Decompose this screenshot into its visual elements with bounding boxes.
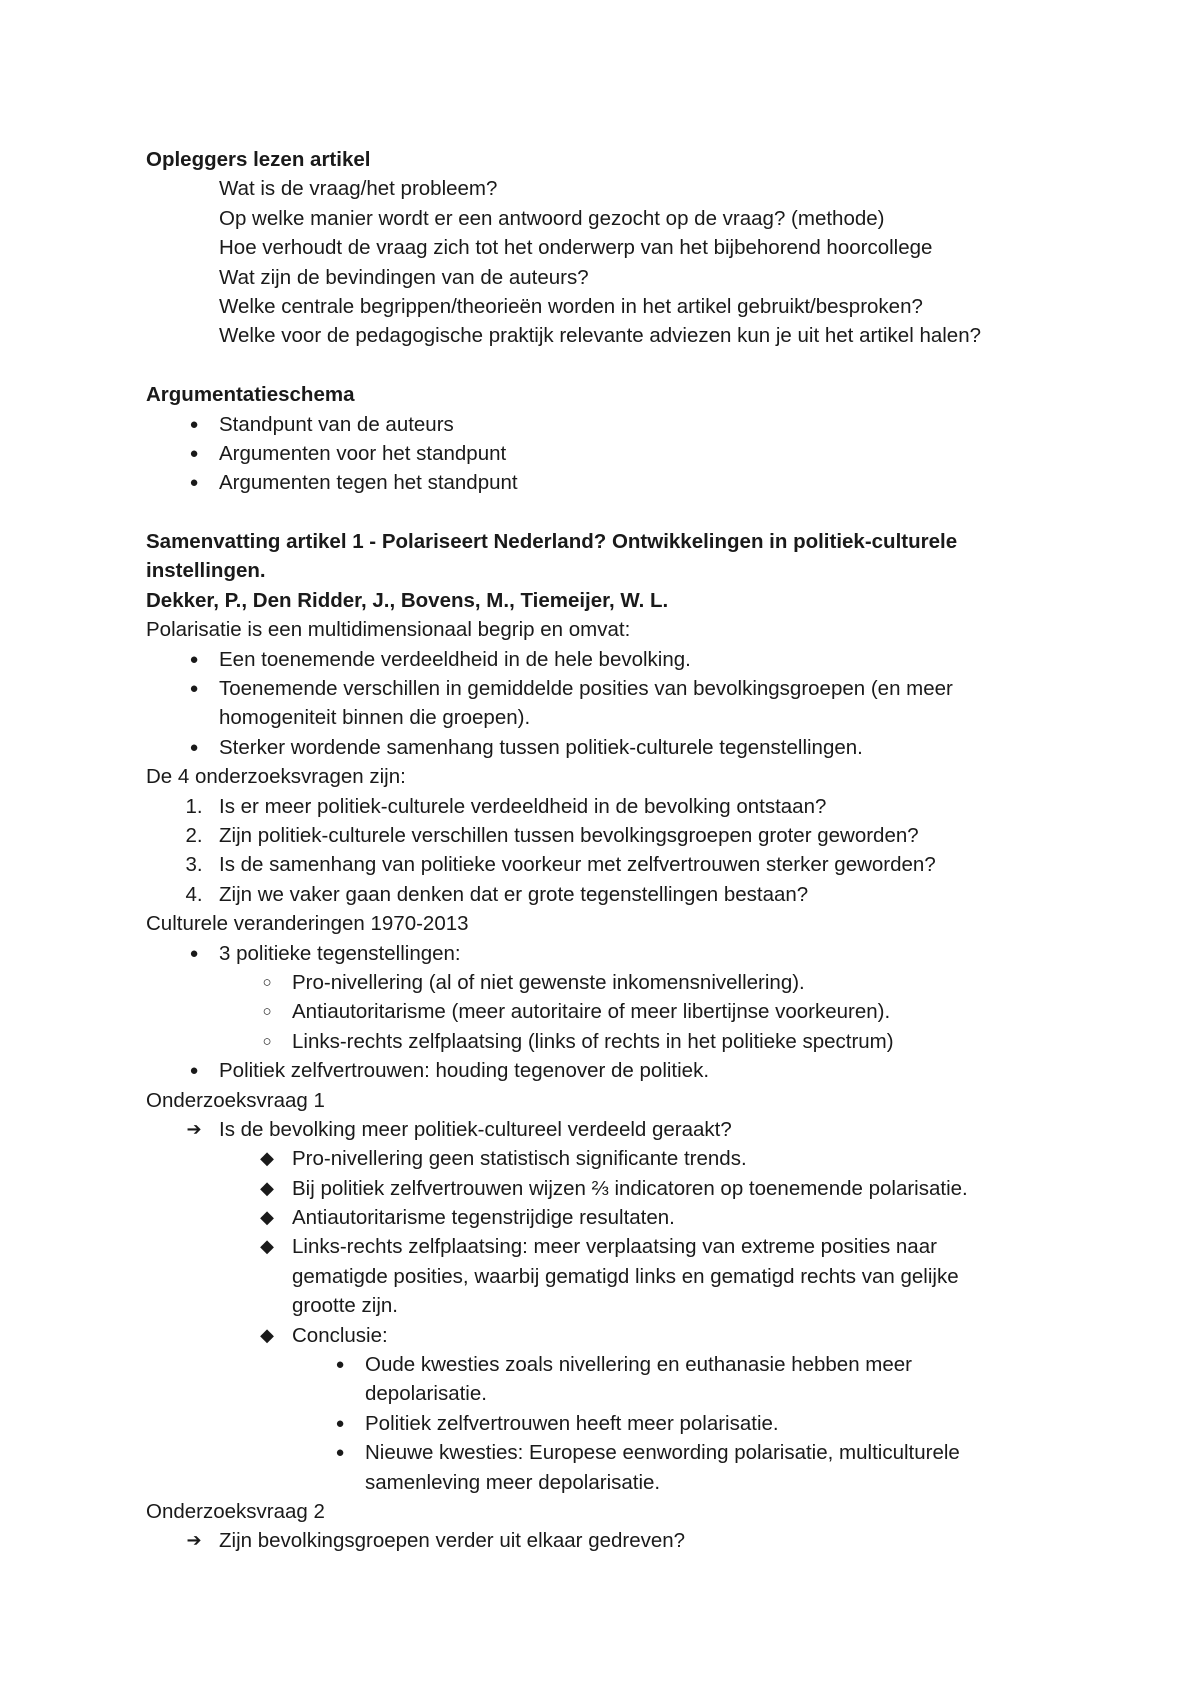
sub-list-item-text: Pro-nivellering (al of niet gewenste inkomensnivellering). <box>292 970 805 994</box>
diamond-item-continuation: gematigde posities, waarbij gematigd links en gematigd rechts van gelijke <box>292 1264 959 1288</box>
list-item <box>146 1056 1086 1085</box>
bullet-icon: ● <box>189 474 199 492</box>
list-item <box>146 733 1086 762</box>
list-item <box>146 468 1086 497</box>
bullet-icon: ● <box>189 650 199 668</box>
sub-list-item <box>146 1027 1086 1056</box>
spacer <box>146 498 1086 527</box>
item-number: 4. <box>185 882 203 906</box>
diamond-item-text: Antiautoritarisme tegenstrijdige resultaten. <box>292 1206 675 1230</box>
questions-intro: De 4 onderzoeksvragen zijn: <box>146 765 406 789</box>
diamond-item <box>146 1321 1086 1350</box>
diamond-icon: ◆ <box>260 1236 274 1257</box>
list-item <box>146 645 1086 674</box>
list-item-text: Politiek zelfvertrouwen: houding tegenover de politiek. <box>219 1059 710 1083</box>
list-item-text: Sterker wordende samenhang tussen politiek-culturele tegenstellingen. <box>219 735 863 759</box>
summary-title-line2: instellingen. <box>146 559 266 583</box>
diamond-item-text: Conclusie: <box>292 1323 388 1347</box>
bullet-icon: ● <box>189 444 199 462</box>
list-item-text: Standpunt van de auteurs <box>219 412 454 436</box>
list-item <box>146 939 1086 968</box>
diamond-icon: ◆ <box>260 1324 274 1345</box>
list-item-continuation: homogeniteit binnen die groepen). <box>219 706 531 730</box>
diamond-item-text: Links-rechts zelfplaatsing: meer verplaatsing van extreme posities naar <box>292 1235 937 1259</box>
numbered-item <box>146 880 1086 909</box>
section-title-opleggers: Opleggers lezen artikel <box>146 148 371 171</box>
sub-list-item-text: Antiautoritarisme (meer autoritaire of meer libertijnse voorkeuren). <box>292 1000 891 1024</box>
spacer <box>146 351 1086 380</box>
conclusion-item-continuation: depolarisatie. <box>365 1382 487 1406</box>
summary-title-line1: Samenvatting artikel 1 - Polariseert Nederland? Ontwikkelingen in politiek-culturele <box>146 530 958 554</box>
conclusion-item <box>146 1350 1086 1379</box>
summary-intro: Polarisatie is een multidimensionaal begrip en omvat: <box>146 618 631 642</box>
conclusion-item-text: Politiek zelfvertrouwen heeft meer polarisatie. <box>365 1411 779 1435</box>
circle-bullet-icon: ○ <box>262 1032 272 1050</box>
diamond-item-continuation: grootte zijn. <box>292 1294 398 1318</box>
numbered-item <box>146 792 1086 821</box>
summary-authors: Dekker, P., Den Ridder, J., Bovens, M., Tiemeijer, W. L. <box>146 588 669 612</box>
diamond-item <box>146 1144 1086 1173</box>
diamond-item-text: Pro-nivellering geen statistisch significante trends. <box>292 1147 747 1171</box>
conclusion-item <box>146 1438 1086 1467</box>
arrow-item-text: Is de bevolking meer politiek-cultureel verdeeld geraakt? <box>219 1117 732 1141</box>
item-number: 2. <box>185 823 203 847</box>
list-item-text: Argumenten voor het standpunt <box>219 441 507 465</box>
arrow-right-icon: ➔ <box>186 1118 202 1139</box>
diamond-item <box>146 1203 1086 1232</box>
circle-bullet-icon: ○ <box>262 973 272 991</box>
numbered-item <box>146 821 1086 850</box>
bullet-icon: ● <box>335 1444 345 1462</box>
oplegger-item: Welke voor de pedagogische praktijk relevante adviezen kun je uit het artikel halen? <box>219 324 982 348</box>
bullet-icon: ● <box>189 738 199 756</box>
list-item-text: Argumenten tegen het standpunt <box>219 471 518 495</box>
diamond-icon: ◆ <box>260 1148 274 1169</box>
bullet-icon: ● <box>189 680 199 698</box>
list-item-text: 3 politieke tegenstellingen: <box>219 941 461 965</box>
sub-list-item-text: Links-rechts zelfplaatsing (links of rechts in het politieke spectrum) <box>292 1029 894 1053</box>
numbered-item <box>146 850 1086 879</box>
list-item <box>146 410 1086 439</box>
bullet-icon: ● <box>189 944 199 962</box>
sub-list-item <box>146 968 1086 997</box>
list-item <box>146 439 1086 468</box>
list-item-text: Toenemende verschillen in gemiddelde posities van bevolkingsgroepen (en meer <box>219 677 953 701</box>
list-item <box>146 674 1086 703</box>
diamond-item <box>146 1174 1086 1203</box>
oplegger-item: Hoe verhoudt de vraag zich tot het onderwerp van het bijbehorend hoorcollege <box>219 236 933 260</box>
research-question-1-title: Onderzoeksvraag 1 <box>146 1088 325 1112</box>
arrow-item <box>146 1115 1086 1144</box>
bullet-icon: ● <box>189 1062 199 1080</box>
list-item-text: Een toenemende verdeeldheid in de hele bevolking. <box>219 647 691 671</box>
diamond-icon: ◆ <box>260 1207 274 1228</box>
sub-list-item <box>146 997 1086 1026</box>
diamond-icon: ◆ <box>260 1177 274 1198</box>
numbered-item-text: Is de samenhang van politieke voorkeur met zelfvertrouwen sterker geworden? <box>219 853 936 877</box>
item-number: 1. <box>185 794 203 818</box>
research-question-2-title: Onderzoeksvraag 2 <box>146 1499 325 1523</box>
item-number: 3. <box>185 853 203 877</box>
oplegger-item: Wat is de vraag/het probleem? <box>219 177 498 201</box>
diamond-item <box>146 1232 1086 1261</box>
bullet-icon: ● <box>335 1356 345 1374</box>
conclusion-item <box>146 1409 1086 1438</box>
arrow-right-icon: ➔ <box>186 1530 202 1551</box>
diamond-item-text: Bij politiek zelfvertrouwen wijzen ⅔ indicatoren op toenemende polarisatie. <box>292 1176 968 1200</box>
oplegger-item: Welke centrale begrippen/theorieën worden in het artikel gebruikt/besproken? <box>219 294 923 318</box>
numbered-item-text: Zijn we vaker gaan denken dat er grote tegenstellingen bestaan? <box>219 882 809 906</box>
numbered-item-text: Is er meer politiek-culturele verdeeldheid in de bevolking ontstaan? <box>219 794 827 818</box>
circle-bullet-icon: ○ <box>262 1003 272 1021</box>
conclusion-item-text: Oude kwesties zoals nivellering en euthanasie hebben meer <box>365 1353 913 1377</box>
bullet-icon: ● <box>189 415 199 433</box>
cultural-heading: Culturele veranderingen 1970-2013 <box>146 912 469 936</box>
oplegger-item: Op welke manier wordt er een antwoord gezocht op de vraag? (methode) <box>219 206 885 230</box>
arrow-item-text: Zijn bevolkingsgroepen verder uit elkaar gedreven? <box>219 1529 686 1553</box>
arrow-item <box>146 1526 1086 1555</box>
oplegger-item: Wat zijn de bevindingen van de auteurs? <box>219 265 589 289</box>
conclusion-item-text: Nieuwe kwesties: Europese eenwording polarisatie, multiculturele <box>365 1441 960 1465</box>
section-title-argumentatie: Argumentatieschema <box>146 383 355 407</box>
bullet-icon: ● <box>335 1414 345 1432</box>
document-content <box>146 145 1086 1556</box>
numbered-item-text: Zijn politiek-culturele verschillen tussen bevolkingsgroepen groter geworden? <box>219 823 919 847</box>
conclusion-item-continuation: samenleving meer depolarisatie. <box>365 1470 661 1494</box>
